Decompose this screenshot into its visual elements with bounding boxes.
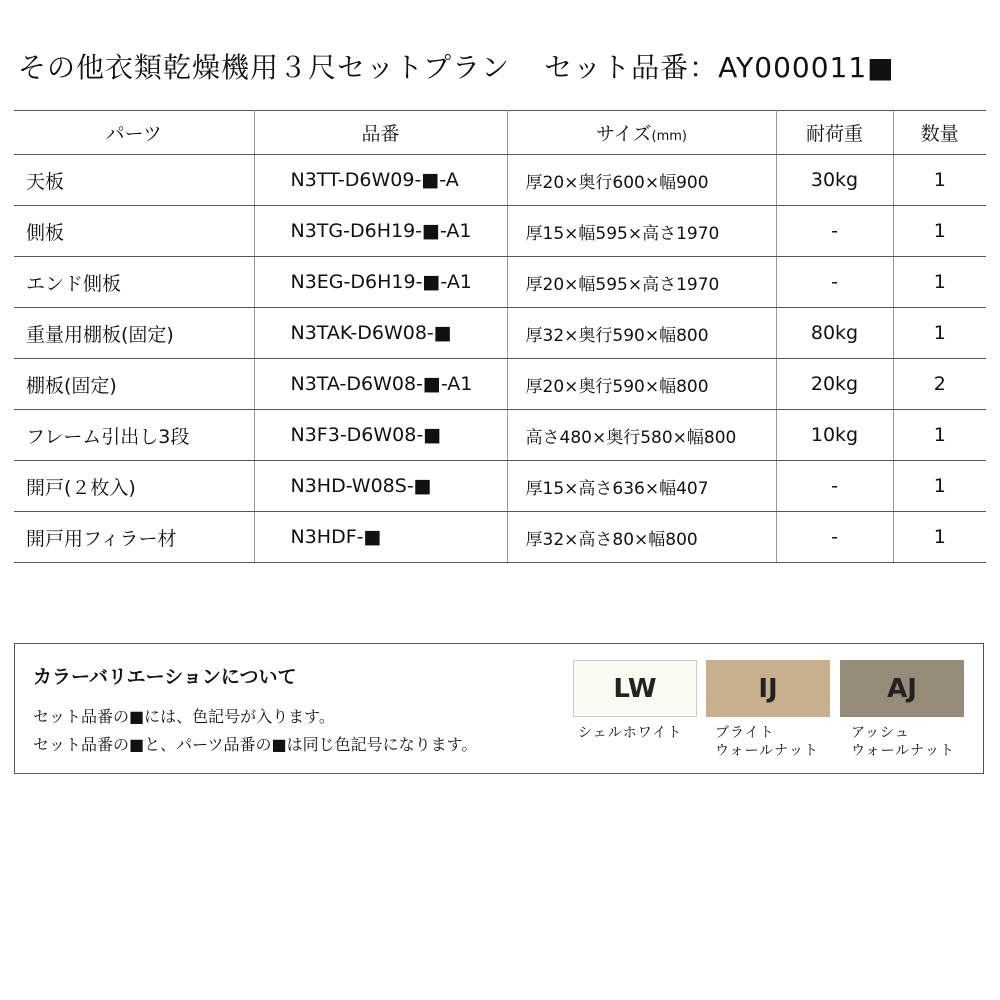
- page-title: [18, 44, 895, 92]
- part-size: 高さ480×奥行580×幅800: [507, 410, 776, 461]
- part-qty: 1: [893, 512, 986, 563]
- swatch-name-aj: [851, 724, 955, 760]
- part-name: 開戸(２枚入): [14, 461, 254, 512]
- part-code: N3TAK-D6W08-■: [254, 308, 507, 359]
- part-code: N3HDF-■: [254, 512, 507, 563]
- color-note-line-1: セット品番の■には、色記号が入ります。: [33, 707, 335, 726]
- part-qty: 1: [893, 410, 986, 461]
- column-header-parts: パーツ: [14, 111, 254, 155]
- part-load: -: [776, 257, 893, 308]
- table-row: [14, 206, 986, 257]
- part-code: N3TG-D6H19-■-A1: [254, 206, 507, 257]
- swatch-code: LW: [613, 673, 657, 704]
- column-header-code: 品番: [254, 111, 507, 155]
- swatch-name-lw: [578, 724, 682, 742]
- swatch-name-line: アッシュ: [851, 725, 910, 741]
- plan-title: その他衣類乾燥機用３尺セットプラン: [18, 51, 511, 84]
- part-qty: 2: [893, 359, 986, 410]
- set-code: セット品番：AY000011■: [544, 51, 895, 84]
- size-unit: (mm): [651, 129, 687, 144]
- size-label: サイズ: [596, 123, 652, 145]
- part-code: N3HD-W08S-■: [254, 461, 507, 512]
- part-name: 開戸用フィラー材: [14, 512, 254, 563]
- table-row: [14, 257, 986, 308]
- swatch-name-line: ウォールナット: [851, 743, 955, 759]
- part-code: N3TA-D6W08-■-A1: [254, 359, 507, 410]
- swatch-name-line: ウォールナット: [715, 743, 819, 759]
- part-size: 厚32×奥行590×幅800: [507, 308, 776, 359]
- column-header-qty: 数量: [893, 111, 986, 155]
- part-qty: 1: [893, 308, 986, 359]
- part-qty: 1: [893, 155, 986, 206]
- part-size: 厚32×高さ80×幅800: [507, 512, 776, 563]
- part-load: -: [776, 512, 893, 563]
- part-load: 20kg: [776, 359, 893, 410]
- part-name: 天板: [14, 155, 254, 206]
- part-name: 棚板(固定): [14, 359, 254, 410]
- color-variation-box: [14, 643, 984, 774]
- parts-table: [14, 110, 986, 563]
- column-header-size: [507, 111, 776, 155]
- part-qty: 1: [893, 257, 986, 308]
- part-size: 厚20×奥行590×幅800: [507, 359, 776, 410]
- part-name: フレーム引出し3段: [14, 410, 254, 461]
- color-note-line-2: セット品番の■と、パーツ品番の■は同じ色記号になります。: [33, 735, 478, 754]
- part-qty: 1: [893, 206, 986, 257]
- color-variation-title: カラーバリエーションについて: [33, 666, 297, 688]
- part-code: N3TT-D6W09-■-A: [254, 155, 507, 206]
- swatch-code: IJ: [758, 673, 778, 704]
- column-header-load: 耐荷重: [776, 111, 893, 155]
- part-name: 側板: [14, 206, 254, 257]
- part-name: 重量用棚板(固定): [14, 308, 254, 359]
- part-load: 10kg: [776, 410, 893, 461]
- table-row: [14, 512, 986, 563]
- part-load: 80kg: [776, 308, 893, 359]
- part-name: エンド側板: [14, 257, 254, 308]
- table-row: [14, 410, 986, 461]
- swatch-aj: [840, 660, 964, 717]
- part-code: N3F3-D6W08-■: [254, 410, 507, 461]
- part-size: 厚20×幅595×高さ1970: [507, 257, 776, 308]
- table-row: [14, 359, 986, 410]
- swatch-code: AJ: [887, 673, 917, 704]
- part-size: 厚15×幅595×高さ1970: [507, 206, 776, 257]
- part-size: 厚15×高さ636×幅407: [507, 461, 776, 512]
- part-qty: 1: [893, 461, 986, 512]
- swatch-ij: [706, 660, 830, 717]
- swatch-name-ij: [715, 724, 819, 760]
- part-load: -: [776, 206, 893, 257]
- part-load: 30kg: [776, 155, 893, 206]
- swatch-name-line: ブライト: [715, 725, 775, 741]
- table-header-row: [14, 111, 986, 155]
- table-row: [14, 461, 986, 512]
- part-load: -: [776, 461, 893, 512]
- part-code: N3EG-D6H19-■-A1: [254, 257, 507, 308]
- swatch-name-line: シェルホワイト: [578, 725, 683, 741]
- part-size: 厚20×奥行600×幅900: [507, 155, 776, 206]
- table-row: [14, 155, 986, 206]
- table-row: [14, 308, 986, 359]
- swatch-lw: [573, 660, 697, 717]
